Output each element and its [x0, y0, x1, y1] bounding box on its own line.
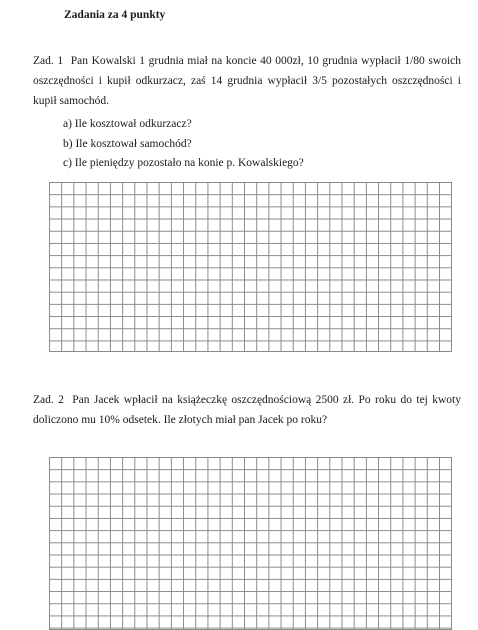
- task-1-questions: [63, 115, 304, 174]
- task-1-statement: [33, 51, 461, 111]
- task-2-answer-grid: [49, 457, 452, 630]
- task-2-statement: [33, 390, 461, 430]
- task-1-text: Pan Kowalski 1 grudnia miał na koncie 40 000zł, 10 grudnia wypłacił 1/80 swoich oszczędności i kupił odkurzacz, zaś 14 grudnia wypłacił 3/5 pozostałych oszczędności i kupił samochód.: [33, 55, 461, 107]
- task-1-answer-grid: [49, 182, 452, 352]
- task-1-question-b: b) Ile kosztował samochód?: [63, 137, 192, 150]
- task-1-number: Zad. 1: [33, 55, 64, 67]
- task-1-question-c: c) Ile pieniędzy pozostało na konie p. Kowalskiego?: [63, 157, 304, 169]
- task-1-question-a: a) Ile kosztował odkurzacz?: [63, 118, 192, 130]
- task-2-number: Zad. 2: [33, 394, 64, 406]
- task-2-text: Pan Jacek wpłacił na książeczkę oszczędnościową 2500 zł. Po roku do tej kwoty doliczono mu 10% odsetek. Ile złotych miał pan Jacek po roku?: [33, 394, 461, 426]
- worksheet-heading: Zadania za 4 punkty: [64, 9, 166, 21]
